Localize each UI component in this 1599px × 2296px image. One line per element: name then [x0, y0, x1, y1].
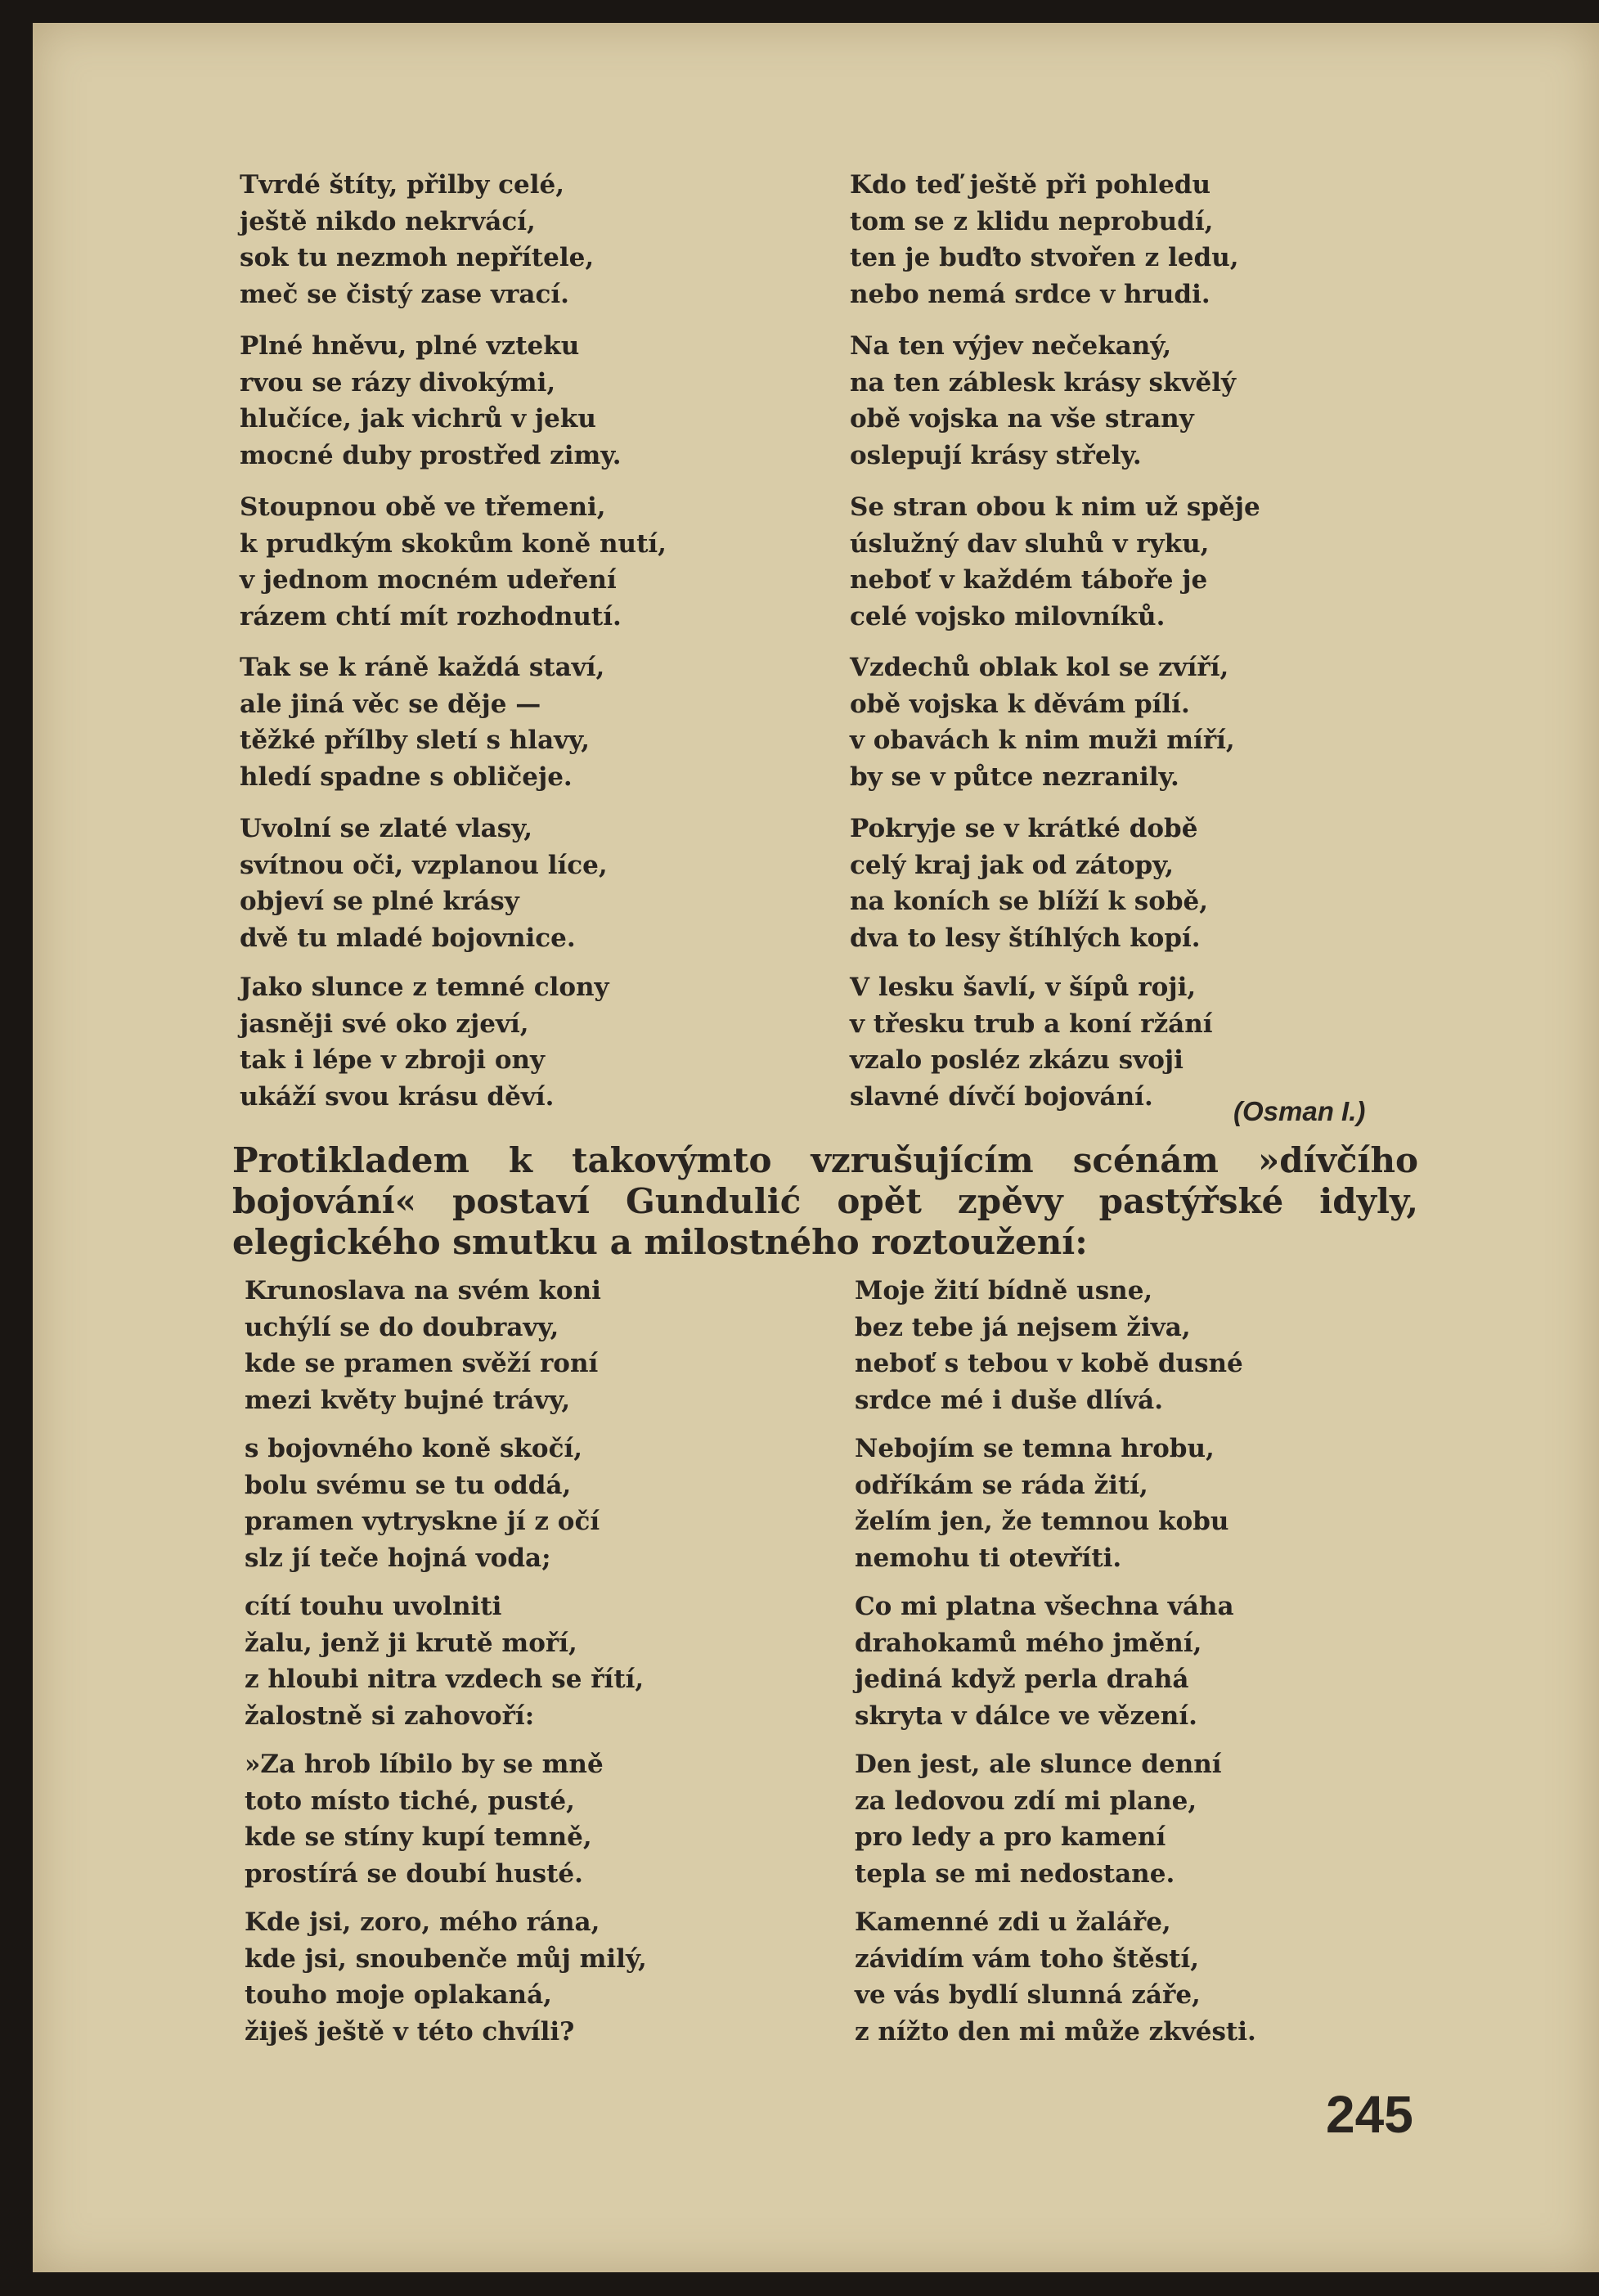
- verse-line: Kde jsi, zoro, mého rána,: [245, 1907, 600, 1937]
- verse-line: kde jsi, snoubenče můj milý,: [245, 1943, 647, 1974]
- verse-line: Moje žití bídně usne,: [855, 1276, 1153, 1305]
- verse-line: v třesku trub a koní ržání: [850, 1009, 1213, 1039]
- stanza: [850, 649, 1235, 795]
- stanza: [245, 1273, 601, 1418]
- page-number: 245: [1326, 2085, 1413, 2144]
- stanza: [855, 1588, 1234, 1734]
- stanza: [855, 1746, 1222, 1892]
- verse-line: ale jiná věc se děje —: [240, 689, 541, 719]
- verse-line: svítnou oči, vzplanou líce,: [240, 850, 608, 880]
- verse-line: žalostně si zahovoří:: [245, 1701, 535, 1731]
- verse-line: cítí touhu uvolniti: [245, 1592, 502, 1621]
- stanza: [855, 1273, 1243, 1418]
- verse-line: prostírá se doubí husté.: [245, 1858, 583, 1889]
- verse-line: Kdo teď ještě při pohledu: [850, 170, 1211, 200]
- verse-line: ještě nikdo nekrvácí,: [240, 206, 536, 236]
- verse-line: Se stran obou k nim už spěje: [850, 492, 1260, 522]
- verse-line: na ten záblesk krásy skvělý: [850, 367, 1236, 398]
- stanza: [850, 167, 1239, 312]
- verse-line: odříkám se ráda žití,: [855, 1470, 1148, 1500]
- verse-line: obě vojska k děvám pílí.: [850, 689, 1190, 719]
- verse-line: jediná když perla drahá: [855, 1665, 1189, 1694]
- verse-line: V lesku šavlí, v šípů roji,: [850, 973, 1197, 1002]
- verse-line: k prudkým skokům koně nutí,: [240, 528, 667, 559]
- verse-line: ten je buďto stvořen z ledu,: [850, 243, 1239, 272]
- verse-line: Den jest, ale slunce denní: [855, 1750, 1222, 1779]
- poem-attribution: (Osman I.): [1233, 1096, 1366, 1126]
- verse-line: skryta v dálce ve vězení.: [855, 1701, 1197, 1731]
- verse-line: celé vojsko milovníků.: [850, 601, 1166, 631]
- verse-line: hlučíce, jak vichrů v jeku: [240, 404, 596, 434]
- verse-line: těžké přílby sletí s hlavy,: [240, 726, 591, 755]
- verse-line: oslepují krásy střely.: [850, 440, 1142, 470]
- verse-line: touho moje oplakaná,: [245, 1980, 552, 2010]
- book-page: [33, 23, 1599, 2272]
- stanza: [240, 489, 667, 635]
- verse-line: dvě tu mladé bojovnice.: [240, 923, 576, 953]
- verse-line: drahokamů mého jmění,: [855, 1628, 1202, 1658]
- stanza: [245, 1904, 647, 2050]
- stanza: [240, 167, 594, 312]
- stanza: [850, 489, 1260, 635]
- verse-line: neboť v každém táboře je: [850, 565, 1208, 595]
- stanza: [855, 1904, 1256, 2050]
- stanza: [240, 649, 604, 795]
- verse-line: dva to lesy štíhlých kopí.: [850, 923, 1201, 953]
- verse-line: celý kraj jak od zátopy,: [850, 850, 1175, 880]
- verse-line: srdce mé i duše dlívá.: [855, 1385, 1164, 1415]
- stanza: [855, 1431, 1228, 1576]
- verse-line: »Za hrob líbilo by se mně: [245, 1750, 604, 1779]
- verse-line: v obavách k nim muži míří,: [850, 726, 1235, 755]
- verse-line: kde se stíny kupí temně,: [245, 1822, 592, 1852]
- verse-line: meč se čistý zase vrací.: [240, 279, 569, 309]
- stanza: [850, 328, 1236, 474]
- verse-line: bez tebe já nejsem živa,: [855, 1312, 1191, 1342]
- verse-line: želím jen, že temnou kobu: [855, 1507, 1229, 1536]
- verse-line: mocné duby prostřed zimy.: [240, 440, 622, 470]
- verse-line: z nížto den mi může zkvésti.: [855, 2016, 1256, 2047]
- verse-line: Kamenné zdi u žaláře,: [855, 1907, 1171, 1937]
- verse-line: žalu, jenž ji krutě moří,: [245, 1628, 577, 1658]
- verse-line: obě vojska na vše strany: [850, 404, 1194, 434]
- verse-line: rázem chtí mít rozhodnutí.: [240, 601, 622, 631]
- stanza: [245, 1588, 644, 1734]
- verse-line: Jako slunce z temné clony: [240, 973, 609, 1002]
- verse-line: slavné dívčí bojování.: [850, 1081, 1153, 1112]
- verse-line: za ledovou zdí mi plane,: [855, 1786, 1197, 1816]
- verse-line: s bojovného koně skočí,: [245, 1434, 583, 1463]
- verse-line: Stoupnou obě ve třemeni,: [240, 492, 606, 522]
- verse-line: toto místo tiché, pusté,: [245, 1786, 575, 1816]
- stanza: [850, 969, 1213, 1115]
- verse-line: Plné hněvu, plné vzteku: [240, 331, 580, 361]
- verse-line: z hloubi nitra vzdech se řítí,: [245, 1665, 645, 1694]
- prose-paragraph: Protikladem k takovýmto vzrušujícím scénám »dívčího bojování« postaví Gundulić opět zpěvy pastýřské idyly, elegického smutku a milostného roztoužení:: [232, 1140, 1418, 1262]
- verse-line: Tvrdé štíty, přilby celé,: [240, 170, 565, 200]
- verse-line: Uvolní se zlaté vlasy,: [240, 814, 533, 843]
- verse-line: Na ten výjev nečekaný,: [850, 331, 1172, 361]
- verse-line: uchýlí se do doubravy,: [245, 1312, 559, 1342]
- verse-line: nebo nemá srdce v hrudi.: [850, 279, 1210, 309]
- verse-line: Nebojím se temna hrobu,: [855, 1434, 1215, 1463]
- stanza: [240, 811, 608, 956]
- verse-line: tepla se mi nedostane.: [855, 1858, 1175, 1889]
- verse-line: tom se z klidu neprobudí,: [850, 206, 1214, 236]
- verse-line: úslužný dav sluhů v ryku,: [850, 528, 1210, 559]
- verse-line: Krunoslava na svém koni: [245, 1276, 601, 1305]
- stanza: [240, 969, 609, 1115]
- verse-line: neboť s tebou v kobě dusné: [855, 1349, 1243, 1378]
- verse-line: pro ledy a pro kamení: [855, 1822, 1166, 1852]
- verse-line: rvou se rázy divokými,: [240, 367, 556, 398]
- verse-line: žiješ ještě v této chvíli?: [245, 2016, 575, 2047]
- verse-line: sok tu nezmoh nepřítele,: [240, 243, 595, 272]
- verse-line: by se v půtce nezranily.: [850, 762, 1179, 792]
- verse-line: v jednom mocném udeření: [240, 565, 617, 595]
- verse-line: Pokryje se v krátké době: [850, 814, 1198, 843]
- verse-line: nemohu ti otevříti.: [855, 1543, 1122, 1573]
- verse-line: Co mi platna všechna váha: [855, 1592, 1234, 1621]
- stanza: [245, 1746, 604, 1892]
- verse-line: ve vás bydlí slunná záře,: [855, 1980, 1201, 2010]
- verse-line: bolu svému se tu oddá,: [245, 1470, 572, 1500]
- verse-line: jasněji své oko zjeví,: [240, 1009, 529, 1039]
- verse-line: mezi květy bujné trávy,: [245, 1385, 571, 1415]
- verse-line: hledí spadne s obličeje.: [240, 762, 573, 792]
- verse-line: závidím vám toho štěstí,: [855, 1943, 1200, 1974]
- verse-line: tak i lépe v zbroji ony: [240, 1045, 546, 1075]
- verse-line: pramen vytryskne jí z očí: [245, 1507, 600, 1536]
- stanza: [245, 1431, 600, 1576]
- verse-line: vzalo posléz zkázu svoji: [850, 1045, 1184, 1075]
- verse-line: kde se pramen svěží roní: [245, 1349, 599, 1378]
- verse-line: ukáží svou krásu děví.: [240, 1081, 555, 1112]
- stanza: [850, 811, 1208, 956]
- stanza: [240, 328, 622, 474]
- verse-line: slz jí teče hojná voda;: [245, 1543, 551, 1573]
- verse-line: Vzdechů oblak kol se zvíří,: [850, 653, 1229, 682]
- verse-line: objeví se plné krásy: [240, 887, 519, 916]
- verse-line: Tak se k ráně každá staví,: [240, 653, 605, 682]
- verse-line: na koních se blíží k sobě,: [850, 887, 1209, 916]
